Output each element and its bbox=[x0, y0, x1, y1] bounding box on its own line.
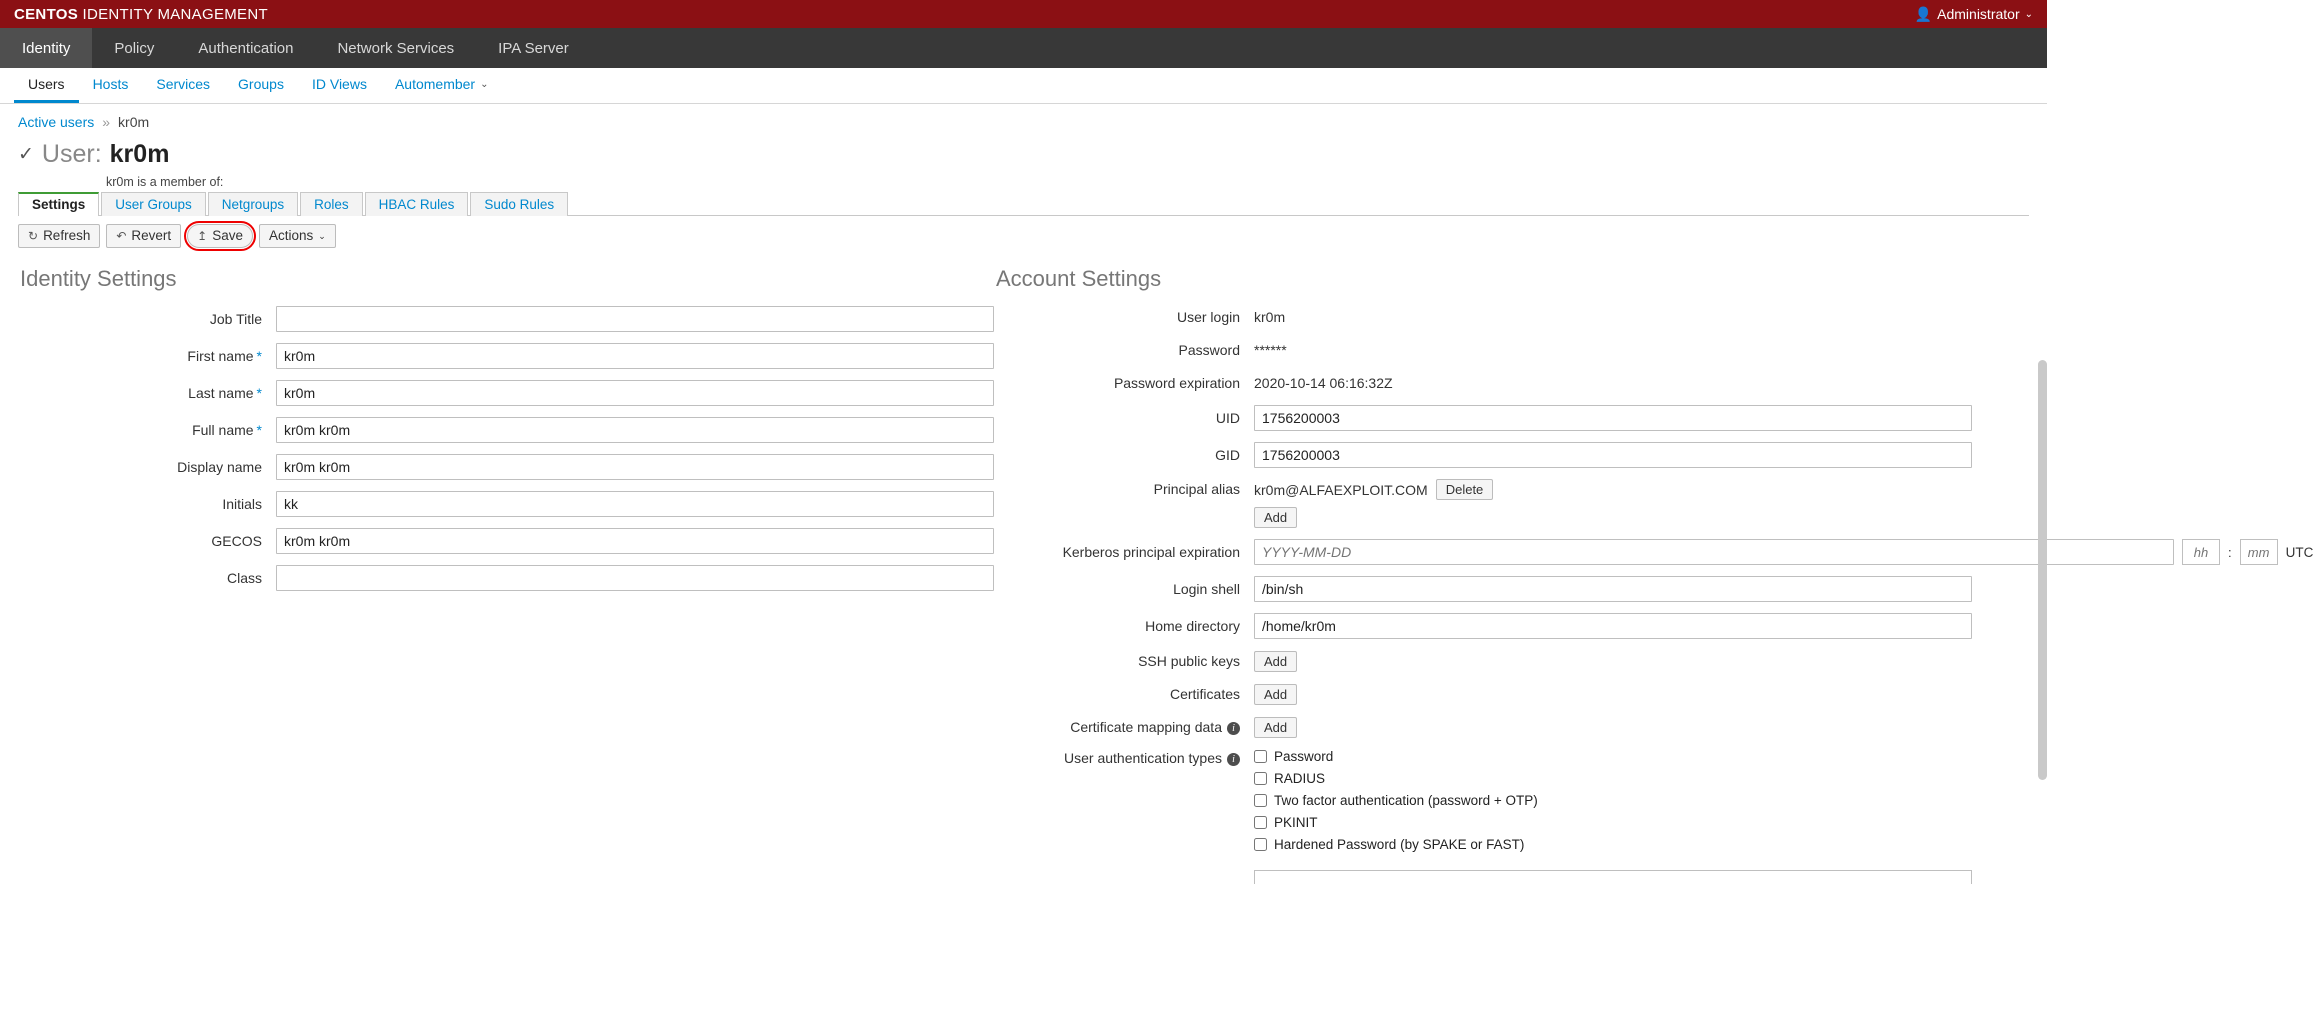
refresh-button-label: Refresh bbox=[43, 228, 91, 243]
chevron-down-icon: ⌄ bbox=[2024, 8, 2033, 20]
subnav-item-groups[interactable]: Groups bbox=[238, 76, 284, 92]
field-row-user-login bbox=[994, 306, 2313, 328]
label-job-title: Job Title bbox=[209, 311, 262, 327]
auth-type-radius[interactable] bbox=[1254, 771, 1325, 786]
field-row-kerberos-expiration bbox=[994, 539, 2313, 565]
gid-input[interactable] bbox=[1254, 442, 1972, 468]
home-directory-input[interactable] bbox=[1254, 613, 1972, 639]
label-uid: UID bbox=[1215, 410, 1240, 426]
product-brand bbox=[14, 6, 268, 23]
label-user-auth-types bbox=[994, 749, 1254, 766]
chevron-down-icon: ⌄ bbox=[480, 78, 489, 90]
auth-type-two-factor[interactable] bbox=[1254, 793, 1538, 808]
principal-alias-add-button[interactable]: Add bbox=[1254, 507, 1297, 528]
field-row-certificates bbox=[994, 683, 2313, 705]
facet-tabs bbox=[18, 191, 2029, 216]
page-title-prefix: User: bbox=[41, 140, 102, 168]
nav-item-ipa-server[interactable]: IPA Server bbox=[498, 39, 569, 57]
tab-hbac-rules[interactable]: HBAC Rules bbox=[365, 192, 469, 216]
revert-button[interactable] bbox=[106, 224, 181, 248]
kerberos-expiration-minute-input[interactable] bbox=[2240, 539, 2278, 565]
breadcrumb-current: kr0m bbox=[118, 114, 150, 130]
label-full-name-text: Full name bbox=[192, 422, 254, 438]
info-icon[interactable]: i bbox=[1227, 753, 1240, 766]
label-principal-alias: Principal alias bbox=[1153, 481, 1240, 497]
nav-item-policy[interactable]: Policy bbox=[114, 39, 155, 57]
label-home-directory: Home directory bbox=[1145, 618, 1240, 634]
top-bar bbox=[0, 0, 2047, 28]
label-certificates: Certificates bbox=[1169, 686, 1240, 702]
breadcrumb-separator: » bbox=[102, 114, 111, 130]
principal-alias-row bbox=[1254, 479, 1493, 500]
nav-item-identity[interactable]: Identity bbox=[0, 28, 92, 68]
subnav-item-users[interactable]: Users bbox=[14, 68, 79, 103]
subnav-item-hosts[interactable]: Hosts bbox=[92, 76, 129, 92]
field-row-partial-next bbox=[994, 863, 2313, 885]
field-row-login-shell bbox=[994, 576, 2313, 602]
auth-type-two-factor-checkbox[interactable] bbox=[1254, 794, 1267, 807]
chevron-down-icon: ⌄ bbox=[318, 231, 326, 241]
auth-type-pkinit-checkbox[interactable] bbox=[1254, 816, 1267, 829]
label-ssh-public-keys: SSH public keys bbox=[1138, 653, 1240, 669]
label-first-name-text: First name bbox=[187, 348, 254, 364]
certificate-mapping-data-add-button[interactable]: Add bbox=[1254, 717, 1297, 738]
job-title-input[interactable] bbox=[276, 306, 994, 332]
tab-roles[interactable]: Roles bbox=[300, 192, 363, 216]
tab-user-groups[interactable]: User Groups bbox=[101, 192, 206, 216]
label-user-auth-types-text: User authentication types bbox=[1064, 750, 1222, 766]
check-icon: ✓ bbox=[18, 144, 34, 165]
full-name-input[interactable] bbox=[276, 417, 994, 443]
field-row-uid bbox=[994, 405, 2313, 431]
brand-bold: CENTOS bbox=[14, 5, 79, 23]
field-row-display-name bbox=[18, 454, 994, 480]
nav-item-authentication[interactable]: Authentication bbox=[198, 39, 294, 57]
field-row-job-title bbox=[18, 306, 994, 332]
field-row-last-name bbox=[18, 380, 994, 406]
subnav-item-automember[interactable] bbox=[381, 68, 503, 103]
label-kerberos-expiration: Kerberos principal expiration bbox=[1062, 544, 1240, 560]
auth-type-pkinit[interactable] bbox=[1254, 815, 1318, 830]
subnav-item-services[interactable]: Services bbox=[156, 76, 211, 92]
principal-alias-value: kr0m@ALFAEXPLOIT.COM bbox=[1254, 481, 1428, 498]
identity-settings-heading: Identity Settings bbox=[20, 266, 177, 291]
label-user-login: User login bbox=[1176, 309, 1240, 325]
field-row-gid bbox=[994, 442, 2313, 468]
sub-navigation bbox=[0, 68, 2047, 104]
label-display-name: Display name bbox=[177, 459, 262, 475]
label-gecos: GECOS bbox=[211, 533, 262, 549]
user-menu-label: Administrator bbox=[1937, 6, 2020, 22]
auth-type-pkinit-label: PKINIT bbox=[1274, 815, 1318, 830]
save-button[interactable] bbox=[187, 224, 253, 248]
label-login-shell: Login shell bbox=[1173, 581, 1240, 597]
breadcrumb bbox=[0, 104, 2047, 132]
user-auth-types-options bbox=[1254, 749, 1538, 852]
class-input[interactable] bbox=[276, 565, 994, 591]
label-certificate-mapping-data bbox=[994, 719, 1254, 735]
gecos-input[interactable] bbox=[276, 528, 994, 554]
last-name-input[interactable] bbox=[276, 380, 994, 406]
page-title bbox=[0, 132, 2047, 169]
brand-light: IDENTITY MANAGEMENT bbox=[78, 5, 268, 23]
refresh-icon: ↻ bbox=[28, 229, 39, 243]
actions-button-label: Actions bbox=[269, 228, 314, 243]
field-row-principal-alias bbox=[994, 479, 2313, 528]
revert-button-label: Revert bbox=[131, 228, 172, 243]
user-icon: 👤 bbox=[1914, 5, 1933, 22]
label-initials: Initials bbox=[222, 496, 262, 512]
tab-settings[interactable]: Settings bbox=[18, 192, 99, 216]
label-gid: GID bbox=[1215, 447, 1240, 463]
auth-type-two-factor-label: Two factor authentication (password + OTP) bbox=[1274, 793, 1538, 808]
subnav-item-id-views[interactable]: ID Views bbox=[311, 76, 367, 92]
tab-netgroups[interactable]: Netgroups bbox=[208, 192, 298, 216]
certificates-add-button[interactable]: Add bbox=[1254, 684, 1297, 705]
control-bar bbox=[0, 216, 2047, 248]
page-title-name: kr0m bbox=[109, 140, 170, 168]
ssh-public-keys-add-button[interactable]: Add bbox=[1254, 651, 1297, 672]
auth-type-password[interactable] bbox=[1254, 749, 1333, 764]
kerberos-expiration-utc-label: UTC bbox=[2285, 544, 2313, 560]
label-certificate-mapping-data-text: Certificate mapping data bbox=[1070, 719, 1222, 735]
field-row-full-name bbox=[18, 417, 994, 443]
user-menu[interactable] bbox=[1915, 6, 2033, 23]
uid-input[interactable] bbox=[1254, 405, 1972, 431]
refresh-button[interactable] bbox=[18, 224, 100, 248]
main-navigation bbox=[0, 28, 2047, 68]
user-login-value: kr0m bbox=[1254, 309, 1286, 325]
facet-tabs-container bbox=[0, 169, 2047, 216]
field-row-password bbox=[994, 339, 2313, 361]
nav-item-network-services[interactable]: Network Services bbox=[337, 39, 455, 57]
initials-input[interactable] bbox=[276, 491, 994, 517]
label-first-name bbox=[18, 348, 276, 364]
label-password-expiration: Password expiration bbox=[1113, 375, 1240, 391]
label-class: Class bbox=[226, 570, 262, 586]
field-row-user-auth-types bbox=[994, 749, 2313, 852]
field-row-certificate-mapping-data bbox=[994, 716, 2313, 738]
account-settings-heading: Account Settings bbox=[996, 266, 1162, 291]
auth-type-hardened-password-label: Hardened Password (by SPAKE or FAST) bbox=[1274, 837, 1525, 852]
label-last-name bbox=[18, 385, 276, 401]
field-row-initials bbox=[18, 491, 994, 517]
field-row-home-directory bbox=[994, 613, 2313, 639]
label-password: Password bbox=[1178, 342, 1240, 358]
field-row-gecos bbox=[18, 528, 994, 554]
save-button-label: Save bbox=[212, 228, 244, 243]
account-settings-panel bbox=[994, 266, 2313, 885]
settings-content bbox=[0, 248, 2313, 885]
tab-sudo-rules[interactable]: Sudo Rules bbox=[470, 192, 568, 216]
revert-icon: ↶ bbox=[116, 229, 127, 243]
page-scrollbar[interactable] bbox=[2038, 360, 2047, 780]
field-row-class bbox=[18, 565, 994, 591]
kerberos-expiration-date-input[interactable] bbox=[1254, 539, 2174, 565]
breadcrumb-link-active-users[interactable]: Active users bbox=[18, 114, 95, 130]
field-row-ssh-public-keys bbox=[994, 650, 2313, 672]
display-name-input[interactable] bbox=[276, 454, 994, 480]
save-icon: ↥ bbox=[197, 229, 208, 243]
password-value: ****** bbox=[1254, 342, 1287, 358]
principal-alias-delete-button[interactable]: Delete bbox=[1436, 479, 1494, 500]
auth-type-hardened-password[interactable] bbox=[1254, 837, 1524, 852]
partial-next-input[interactable] bbox=[1254, 870, 1972, 884]
label-last-name-text: Last name bbox=[188, 385, 254, 401]
first-name-input[interactable] bbox=[276, 343, 994, 369]
time-separator: : bbox=[2228, 544, 2232, 560]
login-shell-input[interactable] bbox=[1254, 576, 1972, 602]
auth-type-radius-checkbox[interactable] bbox=[1254, 772, 1267, 785]
auth-type-radius-label: RADIUS bbox=[1274, 771, 1326, 786]
principal-alias-group bbox=[1254, 479, 1493, 528]
auth-type-password-label: Password bbox=[1274, 749, 1334, 764]
info-icon[interactable]: i bbox=[1227, 722, 1240, 735]
auth-type-hardened-password-checkbox[interactable] bbox=[1254, 838, 1267, 851]
required-marker: * bbox=[256, 348, 262, 364]
identity-settings-panel bbox=[18, 266, 994, 885]
password-expiration-value: 2020-10-14 06:16:32Z bbox=[1254, 375, 1393, 391]
kerberos-expiration-group bbox=[1254, 539, 2313, 565]
member-of-label: kr0m is a member of: bbox=[106, 175, 224, 189]
label-full-name bbox=[18, 422, 276, 438]
subnav-item-automember-label: Automember bbox=[394, 76, 476, 92]
actions-menu-button[interactable] bbox=[259, 224, 336, 248]
field-row-password-expiration bbox=[994, 372, 2313, 394]
required-marker: * bbox=[256, 422, 262, 438]
field-row-first-name bbox=[18, 343, 994, 369]
auth-type-password-checkbox[interactable] bbox=[1254, 750, 1267, 763]
kerberos-expiration-hour-input[interactable] bbox=[2182, 539, 2220, 565]
required-marker: * bbox=[256, 385, 262, 401]
